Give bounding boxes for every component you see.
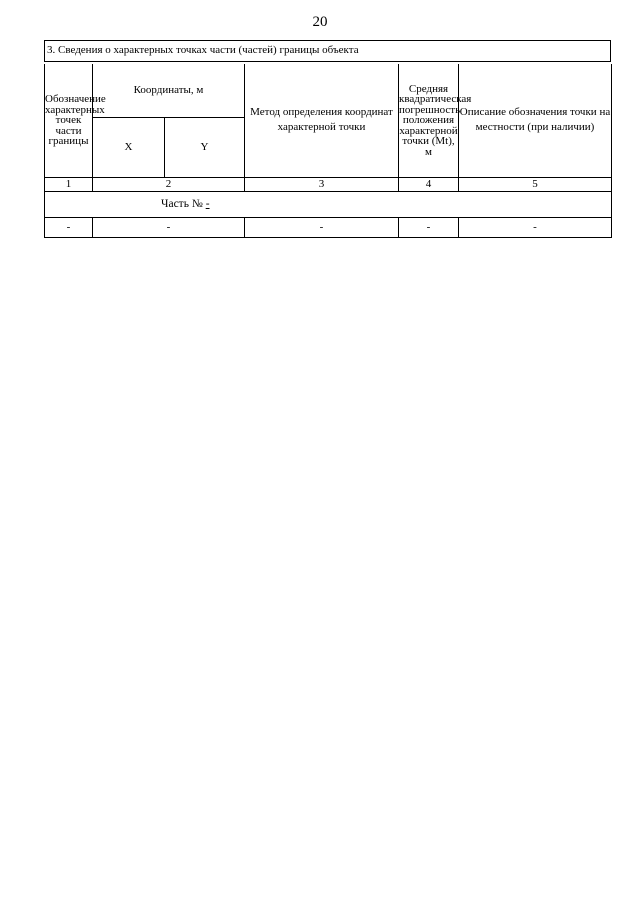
cell-description: - [459,217,612,237]
column-number-4: 4 [399,177,459,191]
column-number-2: 2 [93,177,245,191]
column-number-1: 1 [45,177,93,191]
part-row [45,191,612,217]
part-label: Часть № [161,198,203,210]
header-mean-square-error: Средняя квадратическая погрешность положения характерной точки (Mt), м [399,64,459,177]
header-description: Описание обозначения точки на местности (при наличии) [459,64,612,177]
column-number-5: 5 [459,177,612,191]
page-number: 20 [312,14,328,30]
header-coordinates: Координаты, м [93,64,245,117]
cell-method: - [245,217,399,237]
cell-coordinates: - [93,217,245,237]
header-x: X [93,117,165,177]
header-method: Метод определения координат характерной точки [245,64,399,177]
header-point-designation: Обозначение характерных точек части границы [45,64,93,177]
cell-error: - [399,217,459,237]
part-value: - [205,198,210,210]
characteristic-points-table [44,64,612,238]
section-title: 3. Сведения о характерных точках части (частей) границы объекта [44,40,611,62]
table-row [45,217,612,237]
cell-point: - [45,217,93,237]
header-y: Y [165,117,245,177]
column-number-3: 3 [245,177,399,191]
